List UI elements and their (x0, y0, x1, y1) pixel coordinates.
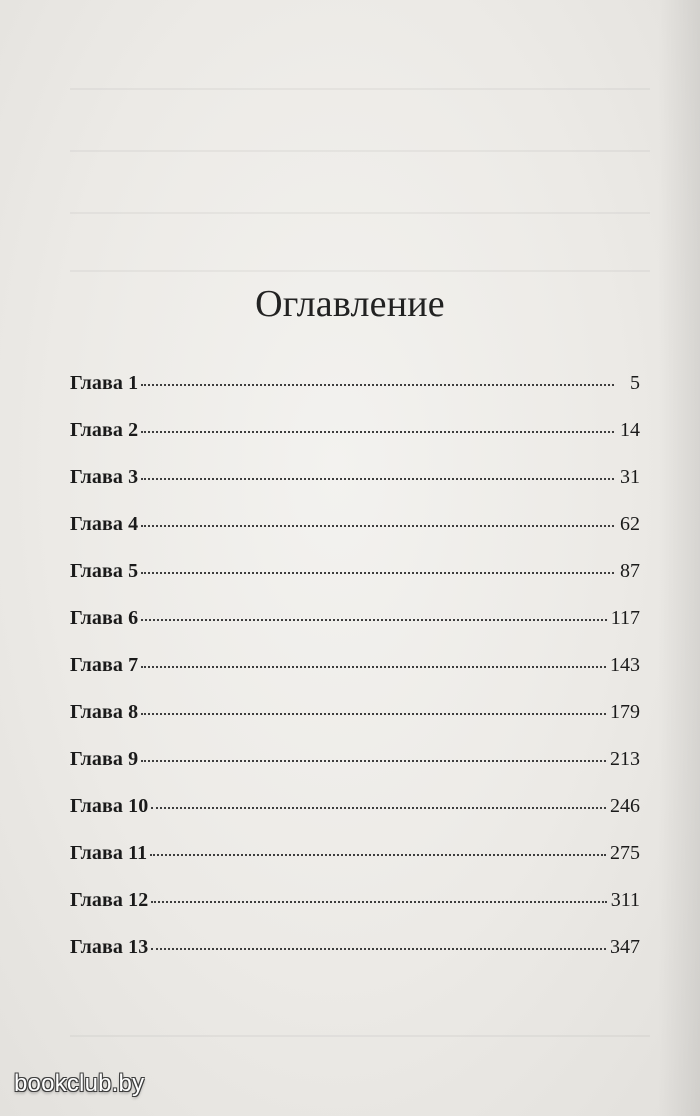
toc-dot-leader (141, 478, 614, 480)
toc-entry-page: 5 (630, 372, 640, 394)
toc-entry-page: 143 (610, 654, 640, 676)
toc-entry-page: 311 (610, 889, 640, 911)
toc-entry (70, 748, 640, 795)
bleed-through-line (70, 150, 650, 152)
toc-title: Оглавление (255, 283, 445, 325)
toc-entry-label: Глава 10 (70, 795, 149, 817)
table-of-contents (70, 372, 640, 983)
bleed-through-line (70, 1035, 650, 1037)
toc-entry-page: 62 (620, 513, 640, 535)
toc-entry-label: Глава 2 (70, 419, 139, 441)
toc-dot-leader (151, 948, 606, 950)
toc-entry-label: Глава 6 (70, 607, 139, 629)
watermark: bookclub.by (14, 1070, 145, 1097)
toc-entry (70, 513, 640, 560)
toc-entry (70, 936, 640, 983)
toc-entry-label: Глава 3 (70, 466, 139, 488)
toc-entry-page: 246 (610, 795, 640, 817)
toc-entry (70, 372, 640, 419)
toc-entry (70, 419, 640, 466)
toc-dot-leader (141, 572, 614, 574)
toc-entry-label: Глава 5 (70, 560, 139, 582)
toc-entry-label: Глава 1 (70, 372, 139, 394)
toc-entry-page: 31 (620, 466, 640, 488)
page-edge-shadow (658, 0, 700, 1116)
toc-entry-page: 275 (610, 842, 640, 864)
toc-dot-leader (141, 384, 614, 386)
toc-entry (70, 889, 640, 936)
toc-dot-leader (141, 713, 606, 715)
toc-entry-label: Глава 13 (70, 936, 149, 958)
toc-dot-leader (141, 431, 614, 433)
toc-entry-label: Глава 8 (70, 701, 139, 723)
bleed-through-line (70, 212, 650, 214)
toc-entry-label: Глава 4 (70, 513, 139, 535)
toc-entry (70, 842, 640, 889)
toc-dot-leader (141, 525, 614, 527)
toc-entry-label: Глава 7 (70, 654, 139, 676)
bleed-through-line (70, 270, 650, 272)
toc-dot-leader (141, 760, 606, 762)
toc-entry (70, 466, 640, 513)
toc-entry-page: 14 (620, 419, 640, 441)
toc-entry-page: 87 (620, 560, 640, 582)
toc-dot-leader (151, 807, 606, 809)
toc-entry-label: Глава 12 (70, 889, 149, 911)
toc-entry-page: 117 (610, 607, 640, 629)
toc-entry (70, 560, 640, 607)
toc-entry (70, 654, 640, 701)
toc-entry-page: 179 (610, 701, 640, 723)
toc-entry-page: 347 (610, 936, 640, 958)
toc-dot-leader (150, 854, 606, 856)
toc-entry-page: 213 (610, 748, 640, 770)
toc-dot-leader (141, 619, 607, 621)
toc-entry-label: Глава 11 (70, 842, 148, 864)
toc-entry (70, 795, 640, 842)
toc-dot-leader (141, 666, 606, 668)
toc-entry-label: Глава 9 (70, 748, 139, 770)
toc-entry (70, 701, 640, 748)
toc-dot-leader (151, 901, 606, 903)
bleed-through-line (70, 88, 650, 90)
toc-entry (70, 607, 640, 654)
